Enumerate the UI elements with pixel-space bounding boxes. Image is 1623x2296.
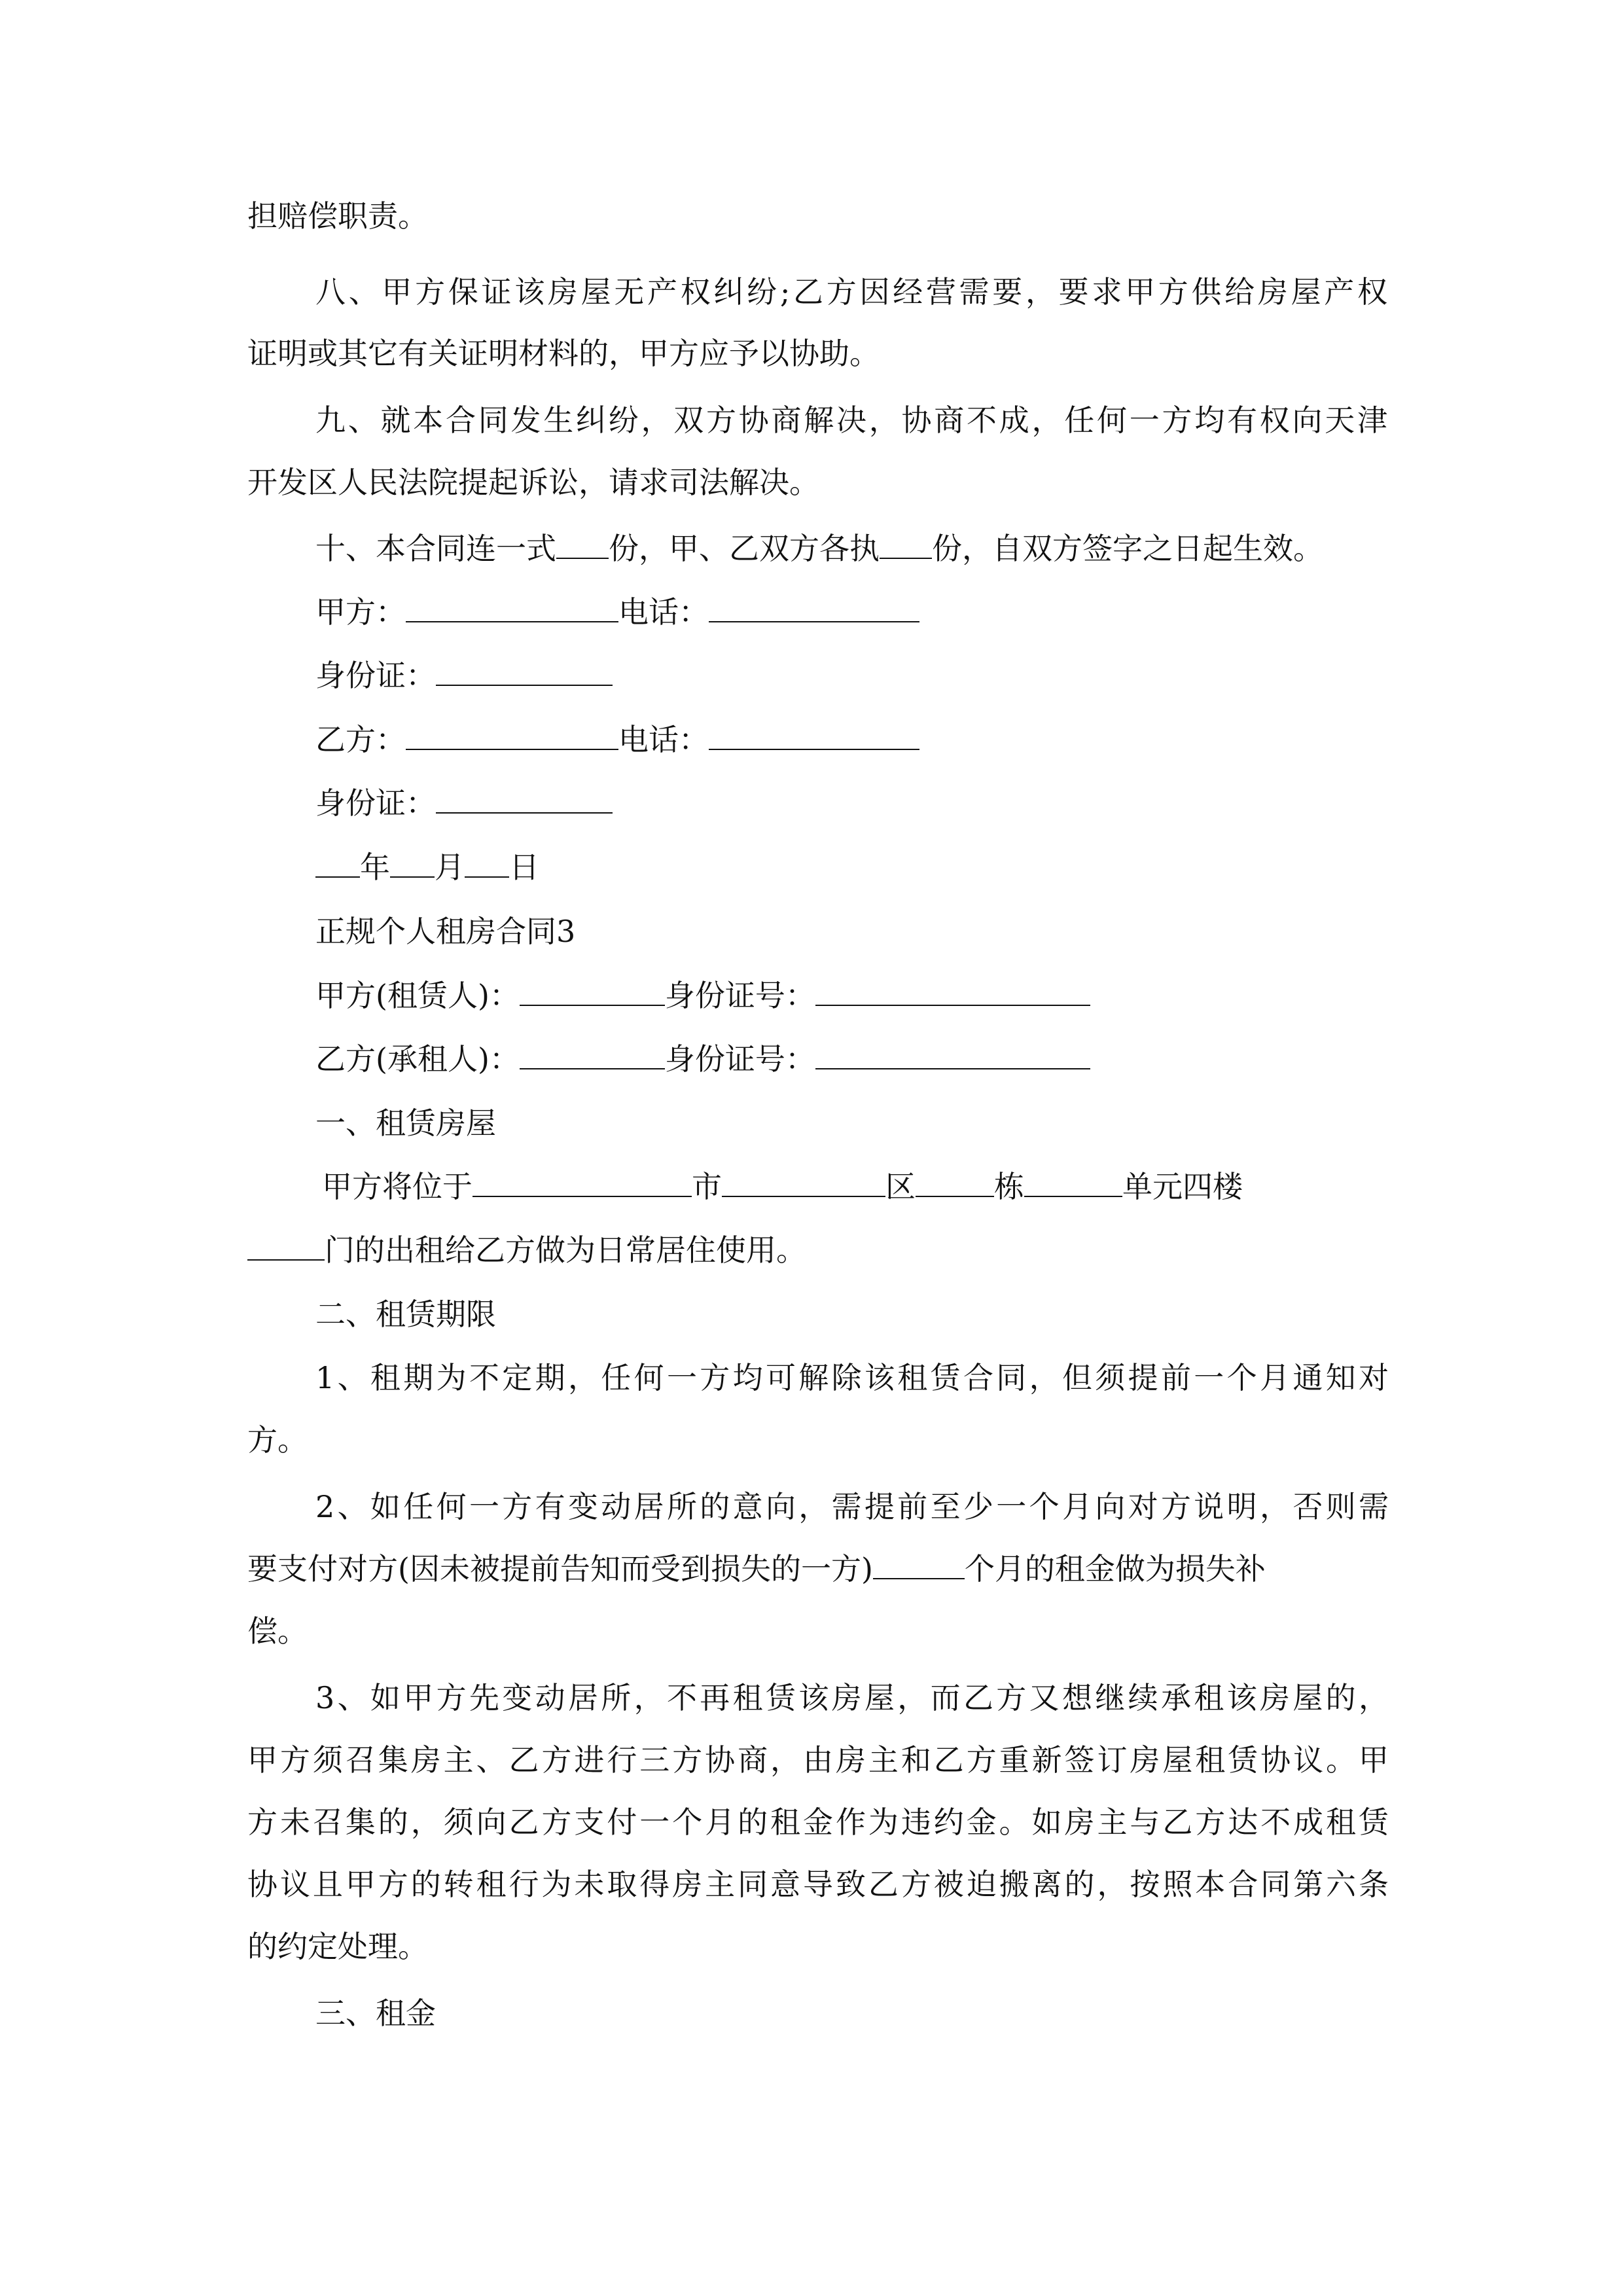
party-a-phone-blank[interactable]	[709, 592, 919, 622]
building-blank[interactable]	[1024, 1167, 1122, 1197]
party-a-label: 甲方：	[315, 594, 406, 630]
party-a-signature-row	[315, 592, 1467, 632]
party-b-id-row	[315, 783, 1467, 823]
item-2-text-b: 个月的租金做为损失补	[964, 1551, 1266, 1587]
party-b-name-blank[interactable]	[406, 720, 618, 750]
party-a-name-blank[interactable]	[406, 592, 618, 622]
party-a-phone-label: 电话：	[618, 594, 709, 630]
clause-10-part-b: 份，甲、乙双方各执	[609, 531, 880, 566]
item-2-line-1: 2、如任何一方有变动居所的意向，需提前至少一个月向对方说明，否则需	[315, 1489, 1389, 1524]
lessee-id-blank[interactable]	[815, 1039, 1090, 1069]
date-row	[315, 848, 1467, 887]
address-blank[interactable]	[473, 1167, 692, 1197]
clause-8-line-1: 八、甲方保证该房屋无产权纠纷;乙方因经营需要，要求甲方供给房屋产权	[315, 274, 1387, 310]
unit-floor-label: 单元四楼	[1122, 1169, 1243, 1204]
lessee-id-label: 身份证号：	[664, 1041, 815, 1077]
party-b-phone-label: 电话：	[618, 722, 709, 757]
lessor-id-label: 身份证号：	[664, 978, 815, 1013]
months-compensation-blank[interactable]	[873, 1549, 965, 1579]
item-1-line-1: 1、租期为不定期，任何一方均可解除该租赁合同，但须提前一个月通知对	[315, 1360, 1389, 1395]
party-b-signature-row	[315, 720, 1467, 759]
party-b-id-label: 身份证：	[315, 785, 436, 821]
copies-each-blank[interactable]	[880, 529, 932, 559]
clause-9-line-1: 九、就本合同发生纠纷，双方协商解决，协商不成，任何一方均有权向天津	[315, 403, 1387, 438]
lessee-name-blank[interactable]	[520, 1039, 665, 1069]
day-blank[interactable]	[465, 848, 509, 878]
section-1-line-2	[247, 1230, 1399, 1270]
item-2-line-3: 偿。	[247, 1613, 308, 1649]
item-3-line-2: 甲方须召集房主、乙方进行三方协商，由房主和乙方重新签订房屋租赁协议。甲	[247, 1742, 1389, 1778]
clause-10	[315, 529, 1467, 568]
lessor-label: 甲方(租赁人)：	[315, 978, 520, 1013]
section-3-title: 三、租金	[315, 1996, 436, 2031]
section-2-title: 二、租赁期限	[315, 1297, 496, 1332]
building-label: 栋	[994, 1169, 1024, 1204]
copies-total-blank[interactable]	[556, 529, 609, 559]
clause-8-line-2: 证明或其它有关证明材料的，甲方应予以协助。	[247, 336, 880, 371]
section-1-text-b: 门的出租给乙方做为日常居住使用。	[325, 1232, 806, 1268]
city-blank[interactable]	[722, 1167, 885, 1197]
clause-10-part-c: 份，自双方签字之日起生效。	[932, 531, 1323, 566]
month-label: 月	[435, 850, 465, 885]
section-1-title: 一、租赁房屋	[315, 1105, 496, 1141]
lessor-id-blank[interactable]	[815, 976, 1090, 1006]
lessor-name-blank[interactable]	[520, 976, 665, 1006]
paragraph-intro-end: 担赔偿职责。	[247, 198, 428, 234]
clause-10-part-a: 十、本合同连一式	[315, 531, 556, 566]
item-3-line-4: 协议且甲方的转租行为未取得房主同意导致乙方被迫搬离的，按照本合同第六条	[247, 1867, 1389, 1902]
lessor-row	[315, 976, 1467, 1015]
lessee-label: 乙方(承租人)：	[315, 1041, 520, 1077]
party-a-id-blank[interactable]	[436, 656, 613, 686]
lessee-row	[315, 1039, 1467, 1079]
month-blank[interactable]	[390, 848, 435, 878]
party-b-label: 乙方：	[315, 722, 406, 757]
district-blank[interactable]	[916, 1167, 994, 1197]
party-a-id-row	[315, 656, 1467, 695]
year-label: 年	[360, 850, 390, 885]
year-blank[interactable]	[315, 848, 360, 878]
party-b-phone-blank[interactable]	[709, 720, 919, 750]
item-2-line-2	[247, 1549, 1399, 1588]
item-3-line-1: 3、如甲方先变动居所，不再租赁该房屋，而乙方又想继续承租该房屋的，	[315, 1680, 1389, 1715]
contract-3-title: 正规个人租房合同3	[315, 914, 576, 949]
city-label: 市	[692, 1169, 722, 1204]
section-1-line-1	[322, 1167, 1402, 1206]
item-1-line-2: 方。	[247, 1422, 308, 1458]
section-1-text-a: 甲方将位于	[322, 1169, 473, 1204]
door-number-blank[interactable]	[247, 1230, 325, 1261]
party-a-id-label: 身份证：	[315, 658, 436, 693]
item-3-line-3: 方未召集的，须向乙方支付一个月的租金作为违约金。如房主与乙方达不成租赁	[247, 1804, 1389, 1840]
clause-9-line-2: 开发区人民法院提起诉讼，请求司法解决。	[247, 465, 819, 500]
district-label: 区	[885, 1169, 916, 1204]
item-3-line-5: 的约定处理。	[247, 1929, 428, 1964]
day-label: 日	[509, 850, 539, 885]
item-2-text-a: 要支付对方(因未被提前告知而受到损失的一方)	[247, 1551, 873, 1587]
party-b-id-blank[interactable]	[436, 783, 613, 814]
